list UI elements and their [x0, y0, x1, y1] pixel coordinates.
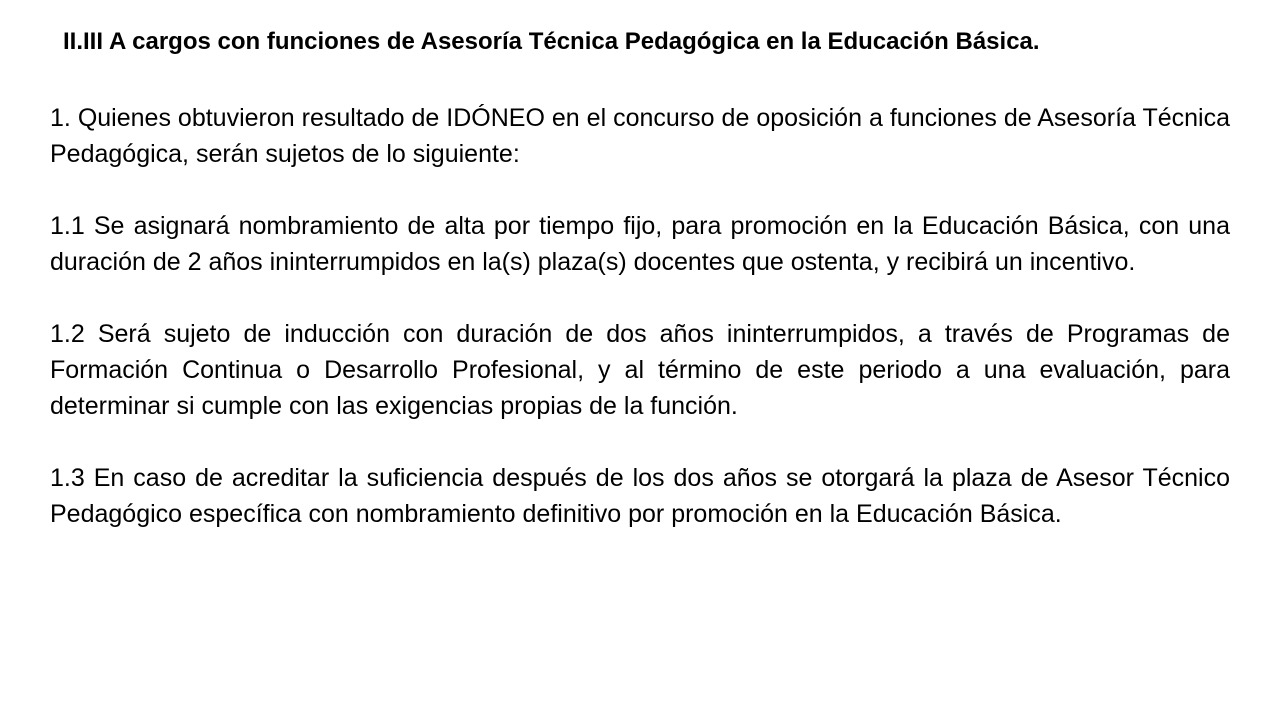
paragraph-1-1: 1.1 Se asignará nombramiento de alta por tiempo fijo, para promoción en la Educación Básica, con una duración de 2 años ininterrumpidos en la(s) plaza(s) docentes que ostenta, y recibirá un incentivo. — [50, 212, 1230, 276]
body-text — [50, 100, 1230, 532]
paragraph-1-3: 1.3 En caso de acreditar la suficiencia después de los dos años se otorgará la plaza de Asesor Técnico Pedagógico específica con nombramiento definitivo por promoción en la Educación Básica. — [50, 464, 1230, 528]
paragraph-1: 1. Quienes obtuvieron resultado de IDÓNEO en el concurso de oposición a funciones de Asesoría Técnica Pedagógica, serán sujetos de lo siguiente: — [50, 104, 1230, 168]
section-heading — [63, 26, 1213, 58]
section-title: A cargos con funciones de Asesoría Técnica Pedagógica en la Educación Básica. — [109, 28, 1040, 55]
section-number: II.III — [63, 28, 104, 55]
paragraph-1-2: 1.2 Será sujeto de inducción con duración de dos años ininterrumpidos, a través de Programas de Formación Continua o Desarrollo Profesional, y al término de este periodo a una evaluación, para determinar si cumple con las exigencias propias de la función. — [50, 320, 1230, 420]
